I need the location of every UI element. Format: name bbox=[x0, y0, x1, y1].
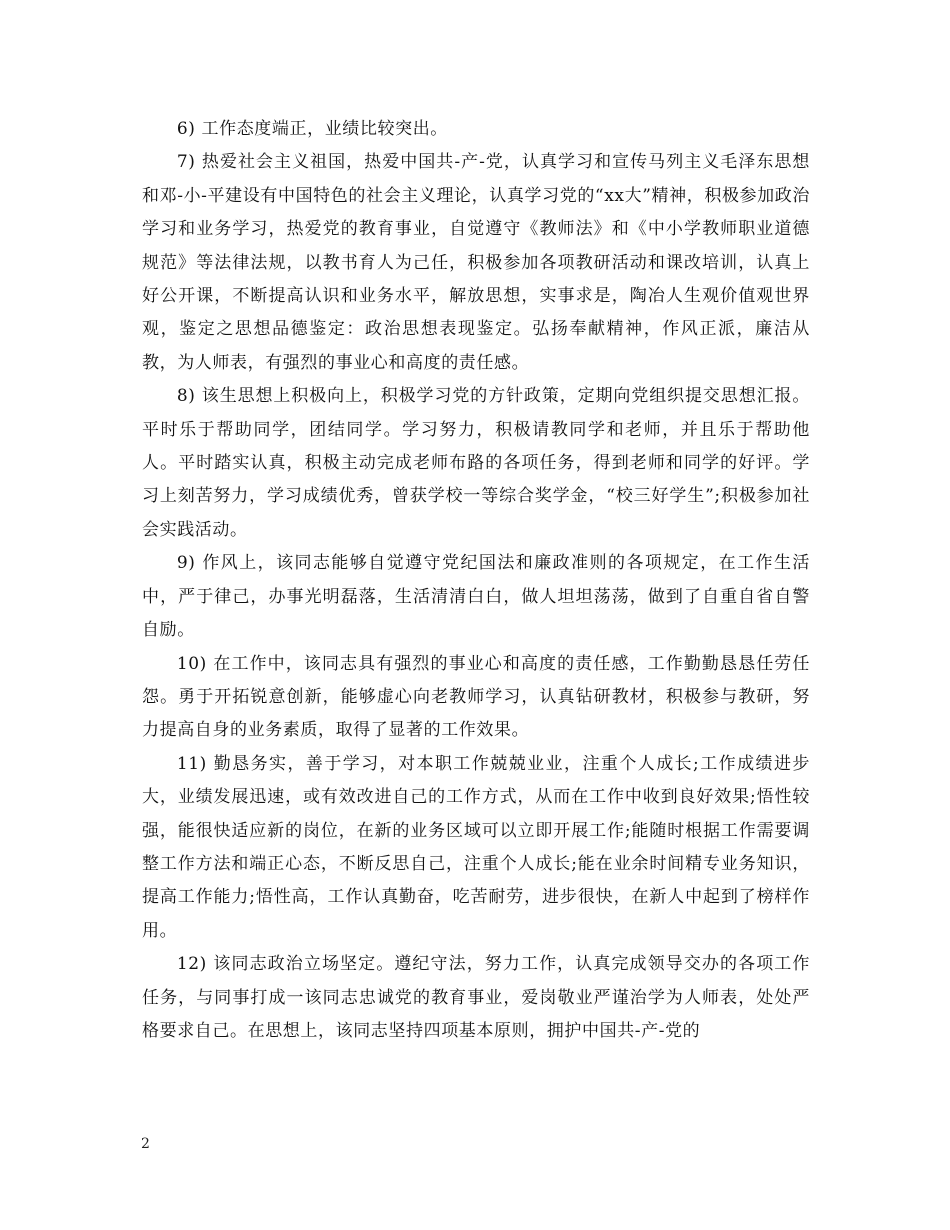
paragraph-item-9: 9) 作风上，该同志能够自觉遵守党纪国法和廉政准则的各项规定，在工作生活中，严于律己，办事光明磊落，生活清清白白，做人坦坦荡荡，做到了自重自省自警自励。 bbox=[142, 553, 810, 641]
paragraph-item-7: 7) 热爱社会主义祖国，热爱中国共-产-党，认真学习和宣传马列主义毛泽东思想和邓-小-平建设有中国特色的社会主义理论，认真学习党的“xx大”精神，积极参加政治学习和业务学习，热爱党的教育事业，自觉遵守《教师法》和《中小学教师职业道德规范》等法律法规，以教书育人为己任，积极参加各项教研活动和课改培训，认真上好公开课，不断提高认识和业务水平，解放思想，实事求是，陶冶人生观价值观世界观，鉴定之思想品德鉴定：政治思想表现鉴定。弘扬奉献精神，作风正派，廉洁从教，为人师表，有强烈的事业心和高度的责任感。 bbox=[142, 152, 810, 373]
paragraph-item-8: 8) 该生思想上积极向上，积极学习党的方针政策，定期向党组织提交思想汇报。平时乐于帮助同学，团结同学。学习努力，积极请教同学和老师，并且乐于帮助他人。平时踏实认真，积极主动完成老师布路的各项任务，得到老师和同学的好评。学习上刻苦努力，学习成绩优秀，曾获学校一等综合奖学金，“校三好学生”;积极参加社会实践活动。 bbox=[142, 386, 810, 540]
paragraph-item-6: 6) 工作态度端正，业绩比较突出。 bbox=[176, 119, 448, 139]
page-number: 2 bbox=[141, 1136, 150, 1152]
paragraph-item-10: 10) 在工作中，该同志具有强烈的事业心和高度的责任感，工作勤勤恳恳任劳任怨。勇于开拓锐意创新，能够虚心向老教师学习，认真钻研教材，积极参与教研，努力提高自身的业务素质，取得了显著的工作效果。 bbox=[142, 653, 810, 741]
paragraph-item-12: 12) 该同志政治立场坚定。遵纪守法，努力工作，认真完成领导交办的各项工作任务，与同事打成一该同志忠诚党的教育事业，爱岗敬业严谨治学为人师表，处处严格要求自己。在思想上，该同志坚持四项基本原则，拥护中国共-产-党的 bbox=[142, 954, 810, 1041]
paragraph-item-11: 11) 勤恳务实，善于学习，对本职工作兢兢业业，注重个人成长;工作成绩进步大，业绩发展迅速，或有效改进自己的工作方式，从而在工作中收到良好效果;悟性较强，能很快适应新的岗位，在新的业务区域可以立即开展工作;能随时根据工作需要调整工作方法和端正心态，不断反思自己，注重个人成长;能在业余时间精专业务知识，提高工作能力;悟性高，工作认真勤奋，吃苦耐劳，进步很快，在新人中起到了榜样作用。 bbox=[142, 753, 810, 941]
document-body bbox=[142, 113, 810, 1048]
